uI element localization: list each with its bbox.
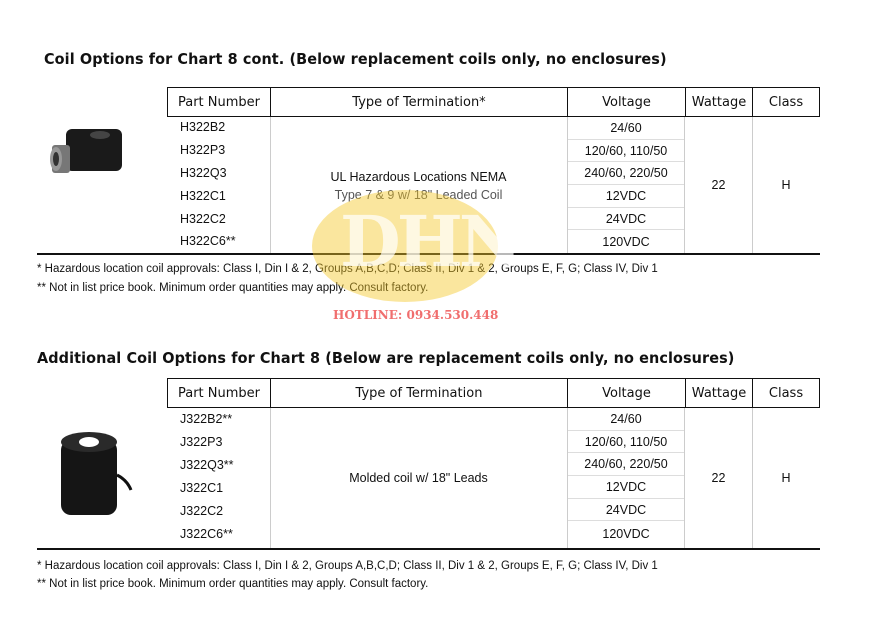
- header-part-number: Part Number: [168, 379, 271, 407]
- section1-title: Coil Options for Chart 8 cont. (Below replacement coils only, no enclosures): [44, 50, 667, 68]
- header-voltage: Voltage: [568, 88, 686, 116]
- wattage-value: 22: [711, 178, 726, 192]
- termination-line1: UL Hazardous Locations NEMA: [330, 170, 507, 184]
- voltage: 24/60: [568, 408, 684, 431]
- part-number: H322Q3: [180, 166, 227, 180]
- header-termination: Type of Termination*: [271, 88, 568, 116]
- part-number: H322P3: [180, 143, 226, 157]
- table-bottom-rule: [37, 548, 820, 550]
- header-voltage: Voltage: [568, 379, 686, 407]
- footnote-not-in-price-book: ** Not in list price book. Minimum order quantities may apply. Consult factory.: [37, 578, 429, 590]
- table-header: [167, 378, 820, 408]
- header-wattage: Wattage: [686, 379, 753, 407]
- watermark-logo-text: DHN: [340, 200, 519, 283]
- coil-image-h322: [48, 127, 128, 182]
- header-wattage: Wattage: [686, 88, 753, 116]
- wattage-value: 22: [711, 471, 726, 485]
- part-number: J322C2: [180, 504, 224, 518]
- termination-value: Molded coil w/ 18" Leads: [349, 471, 488, 485]
- part-number: J322C1: [180, 481, 224, 495]
- termination-line2: Type 7 & 9 w/ 18" Leaded Coil: [334, 188, 503, 202]
- coil-image-j322: [55, 430, 135, 525]
- part-number: J322P3: [180, 435, 223, 449]
- voltage: 240/60, 220/50: [568, 453, 684, 476]
- part-number: H322C2: [180, 212, 226, 226]
- part-number: J322C6**: [180, 527, 233, 541]
- class-value: H: [781, 471, 791, 485]
- voltage: 24/60: [568, 117, 684, 140]
- voltage: 120VDC: [602, 526, 650, 541]
- part-number: H322B2: [180, 120, 226, 134]
- voltage: 120VDC: [602, 234, 650, 249]
- header-termination: Type of Termination: [271, 379, 568, 407]
- part-number: J322Q3**: [180, 458, 234, 472]
- voltage: 240/60, 220/50: [568, 162, 684, 185]
- voltage: 24VDC: [568, 499, 684, 522]
- header-class: Class: [768, 385, 804, 401]
- footnote-hazardous: * Hazardous location coil approvals: Class I, Din I & 2, Groups A,B,C,D; Class II, Div 1 & 2, Groups E, F, G; Class IV, Div 1: [37, 560, 658, 572]
- part-number: H322C1: [180, 189, 226, 203]
- header-part-number: Part Number: [168, 88, 271, 116]
- table-header: [167, 87, 820, 117]
- class-value: H: [781, 178, 791, 192]
- footnote-not-in-price-book: ** Not in list price book. Minimum order quantities may apply. Consult factory.: [37, 282, 429, 294]
- voltage: 120/60, 110/50: [568, 431, 684, 454]
- voltage: 120/60, 110/50: [568, 140, 684, 163]
- footnote-hazardous: * Hazardous location coil approvals: Class I, Din I & 2, Groups A,B,C,D; Class II, Div 1 & 2, Groups E, F, G; Class IV, Div 1: [37, 263, 658, 275]
- voltage: 12VDC: [568, 476, 684, 499]
- part-number: J322B2**: [180, 412, 233, 426]
- header-class: Class: [768, 94, 804, 110]
- watermark-hotline: HOTLINE: 0934.530.448: [333, 308, 499, 322]
- section2-title: Additional Coil Options for Chart 8 (Below are replacement coils only, no enclosures): [37, 349, 735, 367]
- part-number: H322C6**: [180, 234, 236, 248]
- voltage: 12VDC: [568, 185, 684, 208]
- voltage: 24VDC: [568, 208, 684, 231]
